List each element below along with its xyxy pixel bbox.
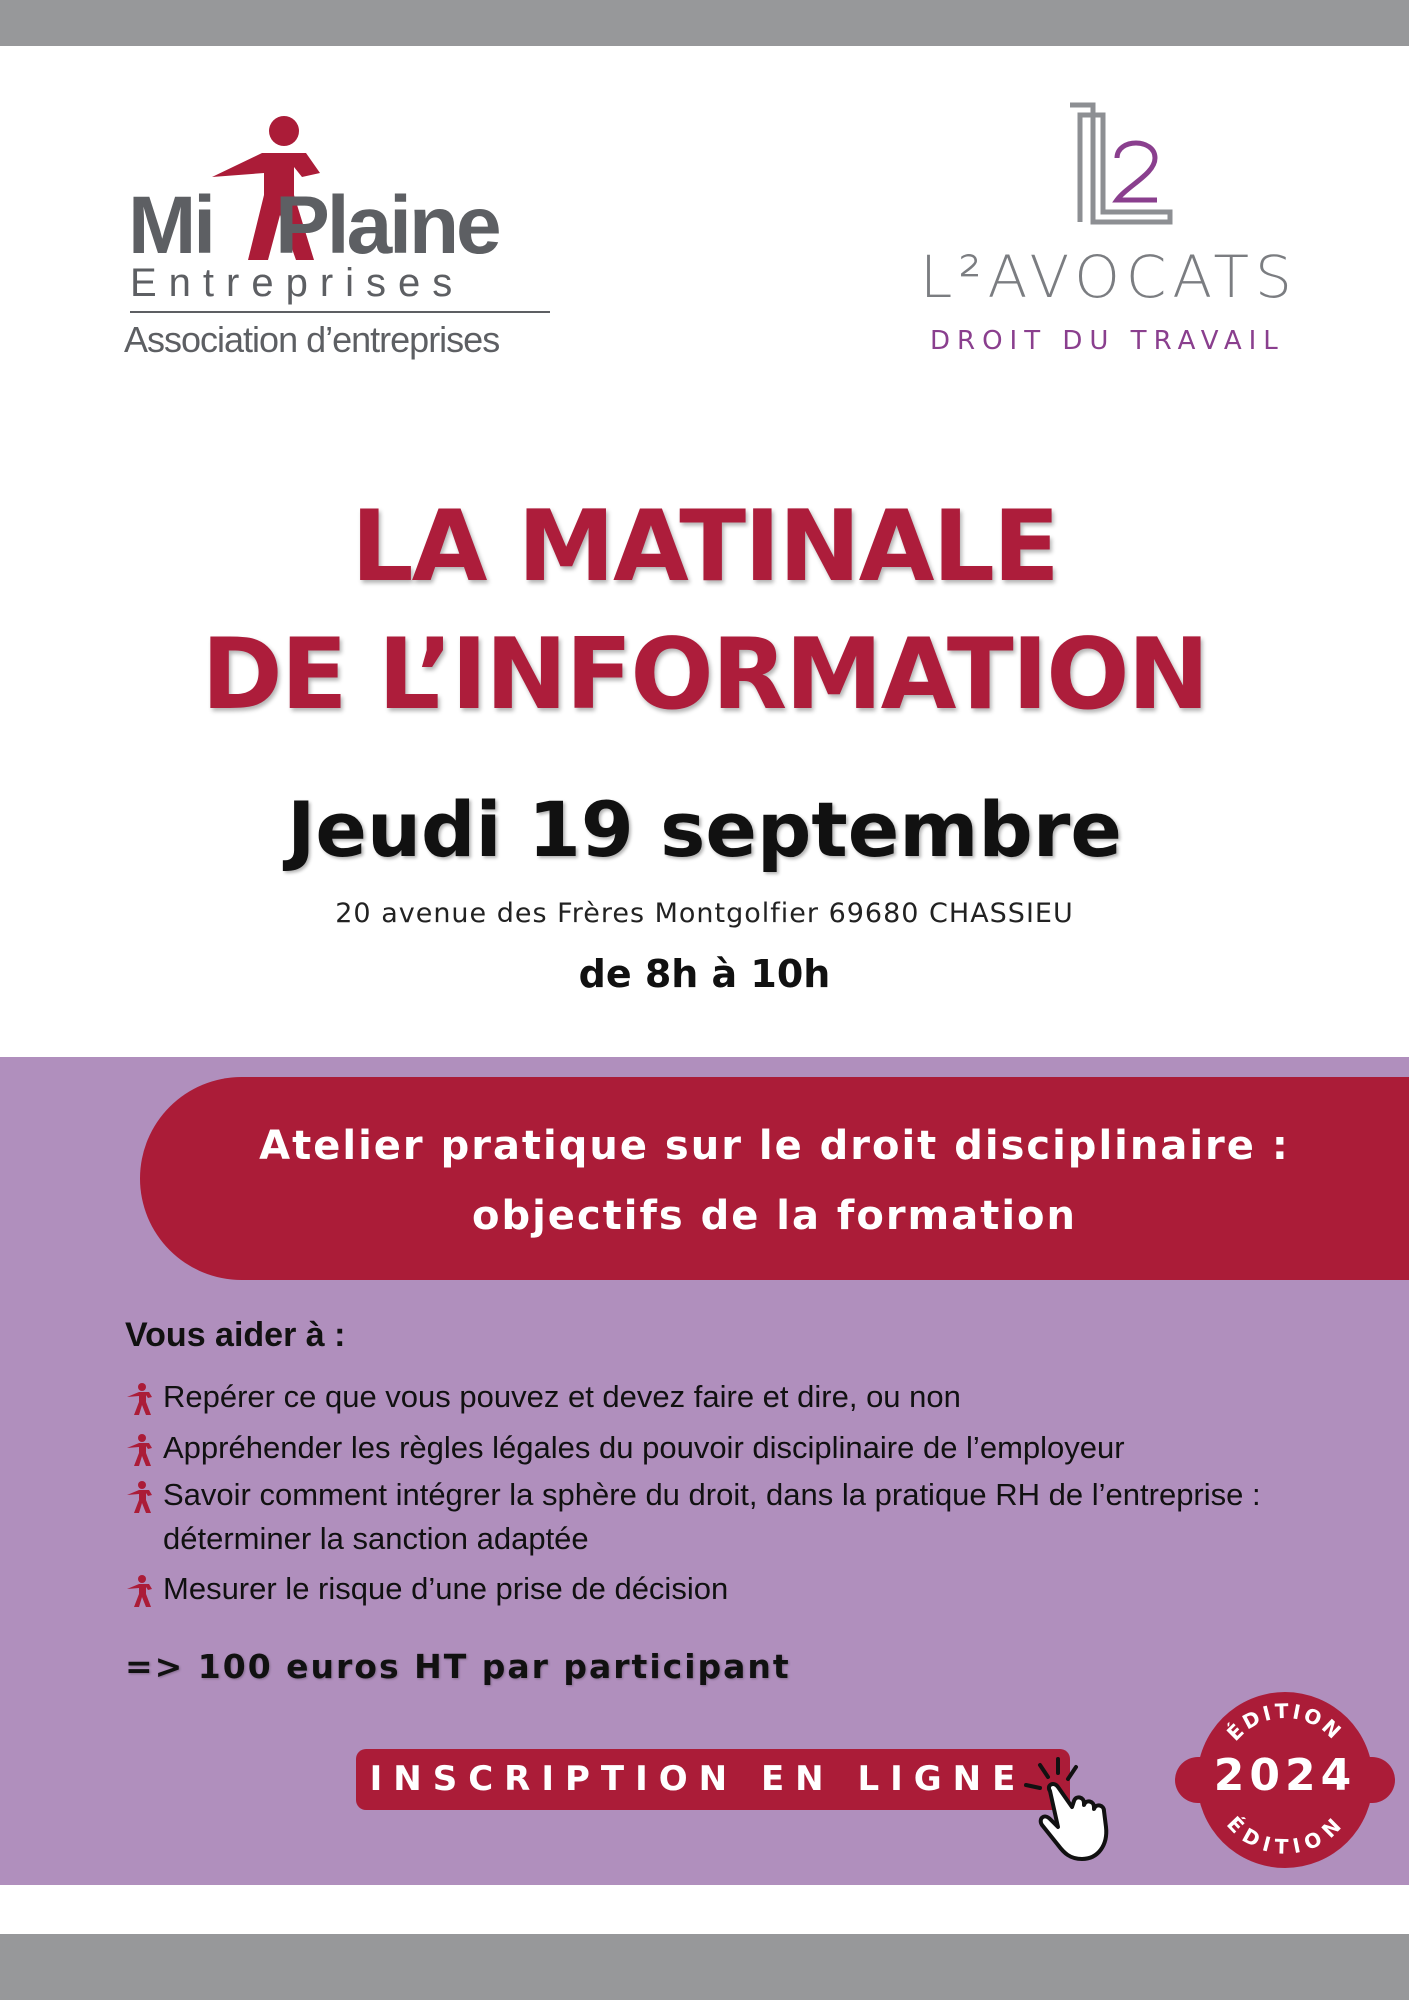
- price-text: => 100 euros HT par participant: [125, 1647, 791, 1686]
- workshop-banner: [140, 1077, 1409, 1280]
- badge-bottom-label: ÉDITION: [1222, 1811, 1348, 1859]
- event-address: 20 avenue des Frères Montgolfier 69680 CHASSIEU: [335, 898, 1074, 929]
- miplaine-divider: [130, 311, 550, 313]
- person-bullet-icon: [125, 1383, 153, 1415]
- person-bullet-icon: [125, 1434, 153, 1466]
- badge-year: 2024: [1213, 1750, 1357, 1801]
- objective-text: Appréhender les règles légales du pouvoir disciplinaire de l’employeur: [163, 1430, 1125, 1465]
- objective-text: Repérer ce que vous pouvez et devez faire et dire, ou non: [163, 1379, 961, 1414]
- miplaine-wordmark: Mi Plaine: [128, 180, 499, 271]
- objectives-title: Vous aider à :: [125, 1316, 346, 1354]
- l2avocats-subtitle: DROIT DU TRAVAIL: [930, 326, 1285, 356]
- badge-top-label: ÉDITION: [1221, 1698, 1348, 1746]
- event-date: Jeudi 19 septembre: [287, 785, 1122, 874]
- l2avocats-wordmark: L²AVOCATS: [920, 243, 1298, 311]
- person-bullet-icon: [125, 1481, 153, 1513]
- workshop-banner-line2: objectifs de la formation: [471, 1193, 1078, 1239]
- l2-monogram-icon: [1065, 100, 1175, 230]
- miplaine-logo: [120, 115, 560, 370]
- objective-item: [125, 1567, 1385, 1611]
- workshop-banner-line1: Atelier pratique sur le droit disciplinaire :: [259, 1123, 1290, 1169]
- person-bullet-icon: [125, 1575, 153, 1607]
- miplaine-subtitle: Entreprises: [130, 261, 465, 305]
- miplaine-tagline: Association d’entreprises: [124, 319, 500, 360]
- online-registration-button[interactable]: INSCRIPTION EN LIGNE: [356, 1749, 1070, 1810]
- objective-item: [125, 1426, 1385, 1470]
- objective-text: Savoir comment intégrer la sphère du droit, dans la pratique RH de l’entreprise : déterminer la sanction adaptée: [163, 1477, 1261, 1556]
- event-title-line1: LA MATINALE: [351, 490, 1058, 604]
- objective-item: [125, 1375, 1385, 1419]
- l2avocats-logo: [920, 100, 1300, 360]
- objective-text: Mesurer le risque d’une prise de décision: [163, 1571, 729, 1606]
- click-hand-icon: [1020, 1755, 1130, 1865]
- bottom-bar: [0, 1934, 1409, 2000]
- event-hours: de 8h à 10h: [578, 952, 831, 996]
- event-title-line2: DE L’INFORMATION: [201, 618, 1208, 732]
- objective-item: [125, 1473, 1385, 1561]
- top-bar: [0, 0, 1409, 46]
